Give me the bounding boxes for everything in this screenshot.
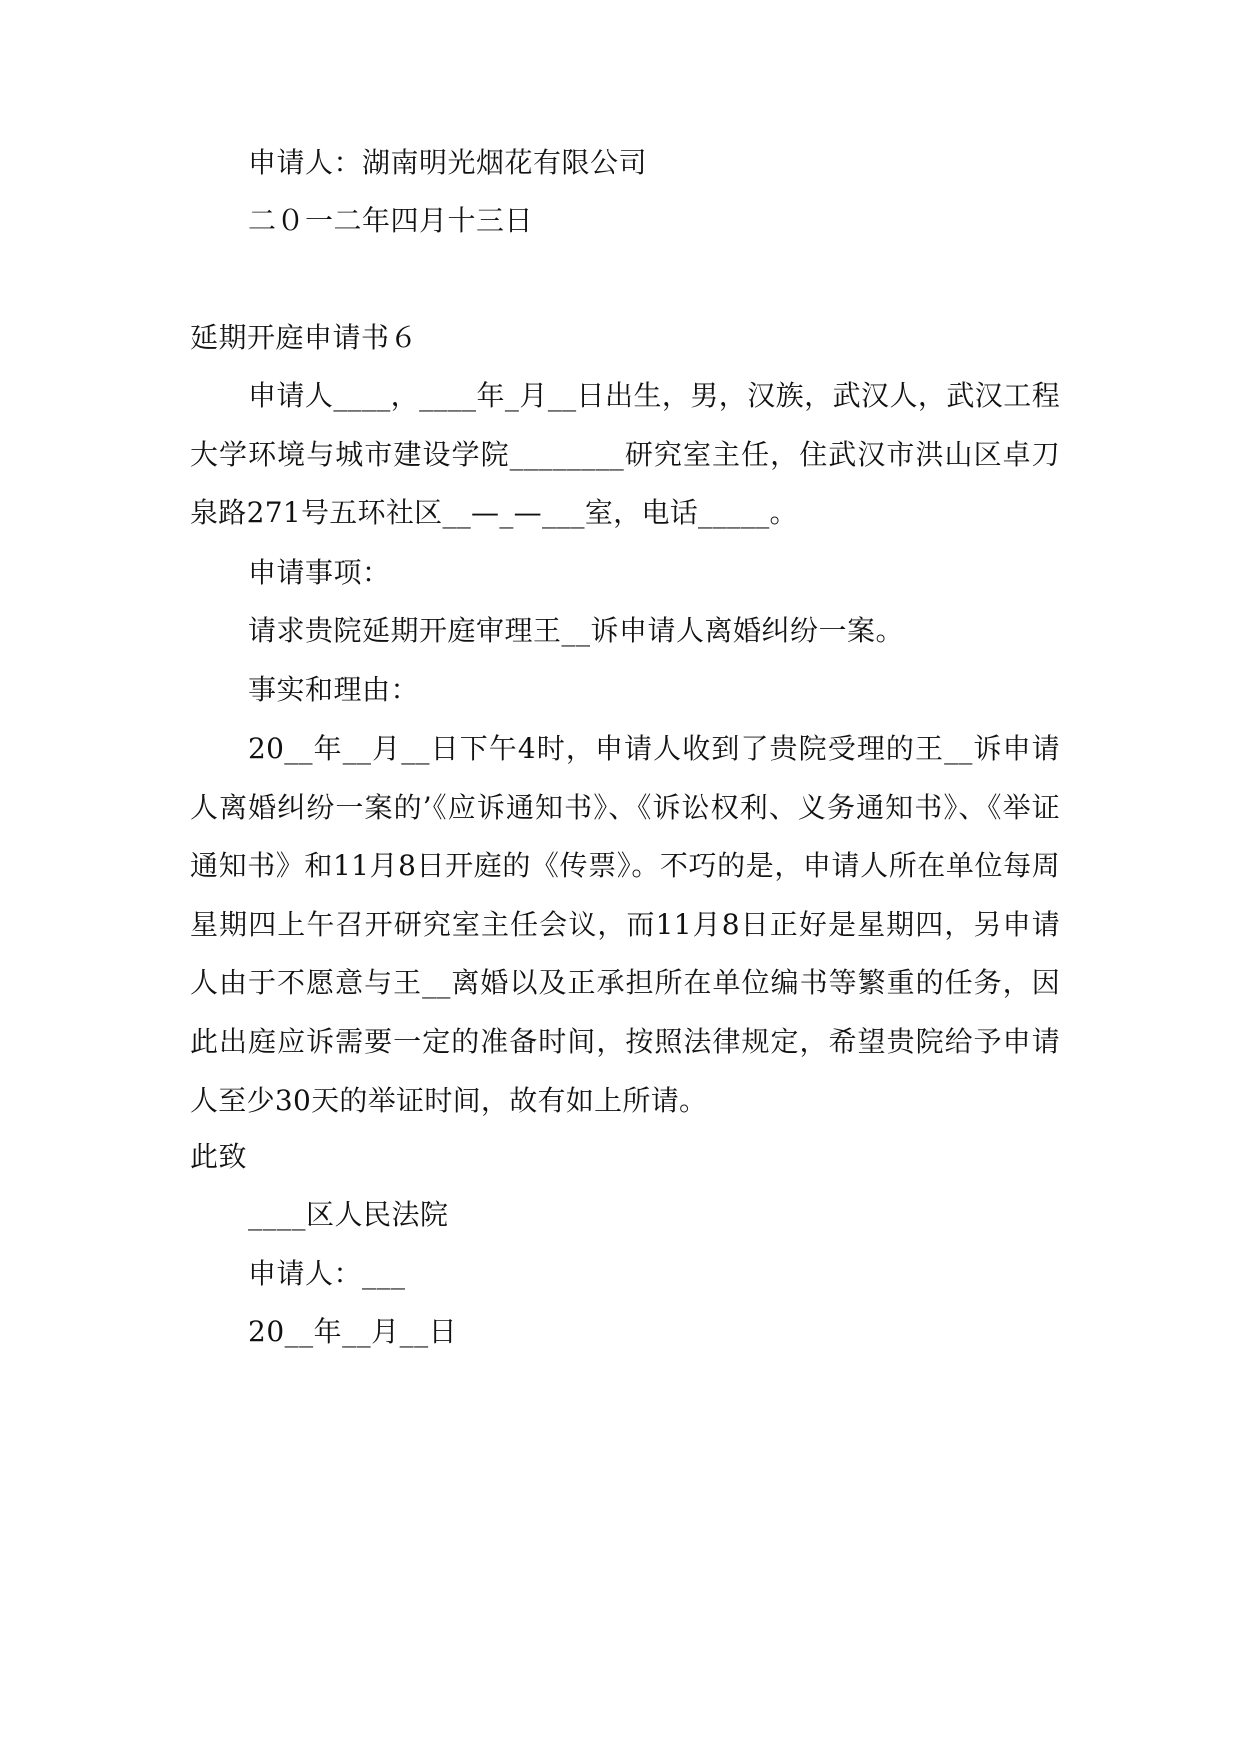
section-title: 延期开庭申请书６ — [190, 321, 419, 354]
reason-heading: 事实和理由： — [248, 673, 420, 706]
prev-applicant-line: 申请人：湖南明光烟花有限公司 — [248, 146, 648, 179]
closing-line: 此致 — [190, 1140, 248, 1173]
sign-date-line: 20__年__月__日 — [248, 1315, 458, 1348]
request-heading: 申请事项： — [248, 556, 391, 589]
applicant-info-paragraph: 申请人____，____年_月__日出生，男，汉族，武汉人，武汉工程大学环境与城市建设学院________研究室主任，住武汉市洪山区卓刀泉路271号五环社区__—_—___室，电话_____。 — [190, 379, 1060, 530]
request-body: 请求贵院延期开庭审理王__诉申请人离婚纠纷一案。 — [248, 614, 905, 647]
prev-date-line: 二０一二年四月十三日 — [248, 204, 534, 237]
court-line: ____区人民法院 — [248, 1198, 449, 1231]
signature-line: 申请人：___ — [248, 1257, 406, 1290]
reason-body-paragraph: 20__年__月__日下午4时，申请人收到了贵院受理的王__诉申请人离婚纠纷一案的’《应诉通知书》、《诉讼权利、义务通知书》、《举证通知书》和11月8日开庭的《传票》。不巧的是，申请人所在单位每周星期四上午召开研究室主任会议，而11月8日正好是星期四，另申请人由于不愿意与王__离婚以及正承担所在单位编书等繁重的任务，因此出庭应诉需要一定的准备时间，按照法律规定，希望贵院给予申请人至少30天的举证时间，故有如上所请。 — [190, 732, 1060, 1117]
